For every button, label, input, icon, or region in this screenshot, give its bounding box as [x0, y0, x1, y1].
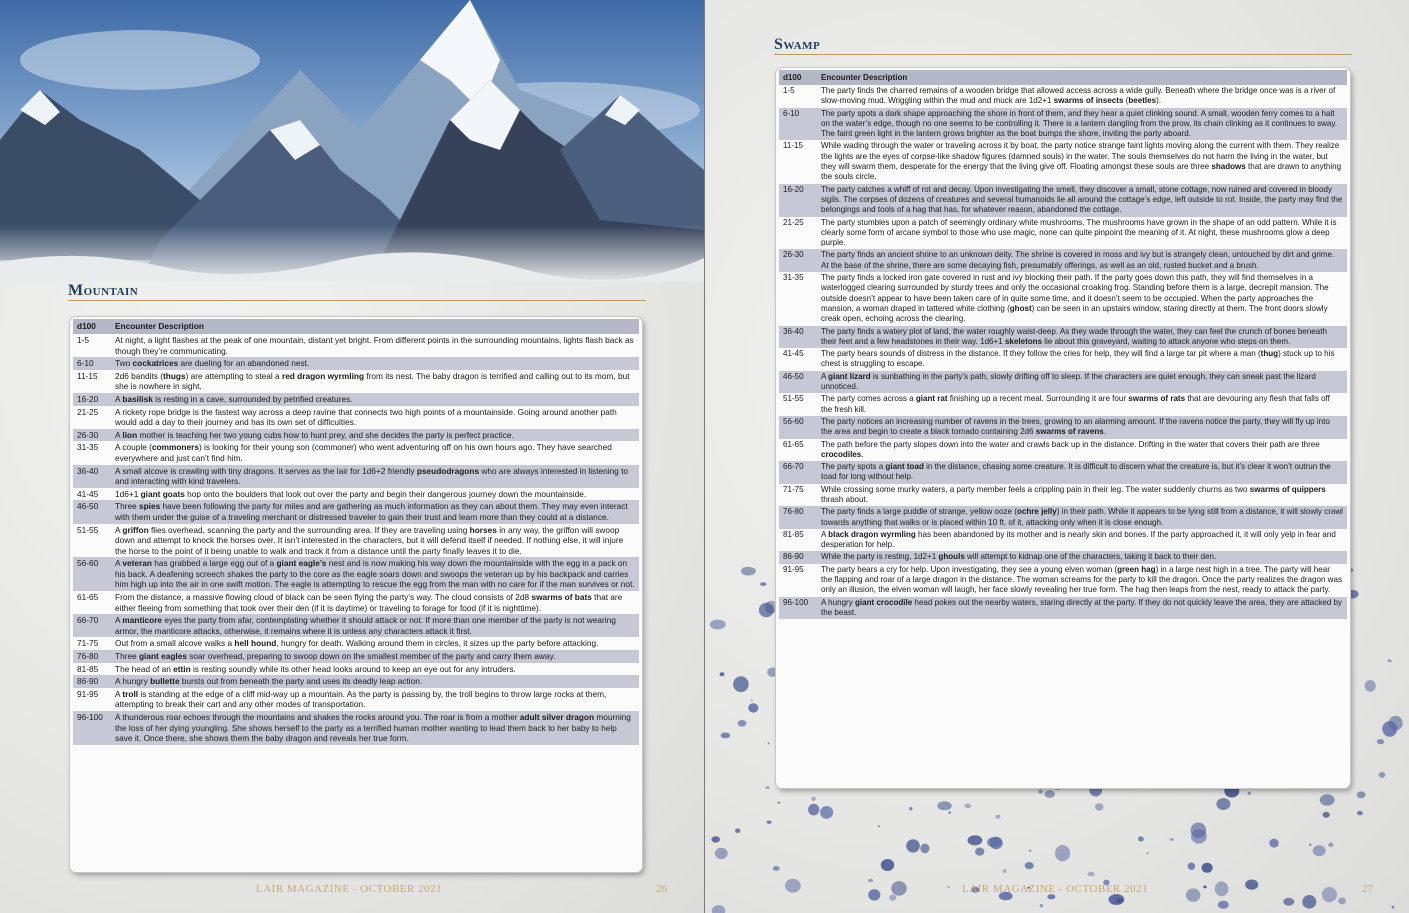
- roll-range: 81-85: [77, 663, 99, 674]
- encounter-description: Out from a small alcove walks a hell hound, hungry for death. Walking around them in circles, it sizes up the party before attacking.: [115, 638, 599, 649]
- page-number-left: 26: [656, 883, 667, 895]
- mountain-encounter-table: [73, 319, 639, 745]
- right-page: [705, 0, 1409, 913]
- roll-range: 96-100: [73, 711, 111, 745]
- roll-range: 51-55: [783, 394, 804, 404]
- table-row: [779, 484, 1347, 507]
- encounter-description: The path before the party slopes down into the water and crawls back up in the distance. Drifting in the water that covers their path are three crocodiles.: [821, 439, 1320, 459]
- page-footer-left: LAIR MAGAZINE - OCTOBER 2021: [256, 883, 443, 895]
- encounter-description: The party finds a large puddle of strange, yellow ooze (ochre jelly) in their path. While it appears to be lying still from a distance, it will slowly crawl towards anything that walks or is placed within 10 ft. of it, attacking only when it is close enough.: [817, 506, 1347, 529]
- encounter-description: A manticore eyes the party from afar, contemplating whether it should attack or not. If more than one member of the party is not wearing armor, the manticore attacks, otherwise, it remains where it is unless any characters attack it first.: [111, 614, 639, 637]
- table-row: [779, 393, 1347, 416]
- table-row: [779, 348, 1347, 371]
- roll-range: 66-70: [779, 461, 817, 484]
- title-rule: [68, 300, 646, 301]
- encounter-description: A black dragon wyrmling has been abandoned by its mother and is nearly skin and bones. If the party approached it, it will only yelp in fear and desperation for help.: [821, 529, 1336, 550]
- table-row: [73, 614, 639, 637]
- roll-range: 76-80: [779, 506, 817, 529]
- encounter-description: A troll is standing at the edge of a cliff mid-way up a mountain. As the party is passing by, the troll begins to throw large rocks at them, attempting to break their cart and any other modes of transportation.: [115, 688, 607, 710]
- encounter-description: 2d6 bandits (thugs) are attempting to steal a red dragon wyrmling from its nest. The baby dragon is terrified and calling out to its mom, but she is nowhere in sight.: [115, 370, 630, 392]
- page-number-right: 27: [1362, 883, 1373, 895]
- mountain-illustration: [0, 0, 704, 282]
- table-row: [73, 393, 639, 406]
- table-header-row: [73, 319, 639, 334]
- encounter-description: A basilisk is resting in a cave, surrounded by petrified creatures.: [111, 393, 639, 406]
- roll-range: 16-20: [779, 184, 817, 217]
- roll-range: 6-10: [73, 357, 111, 370]
- table-row: [73, 688, 639, 711]
- encounter-description: While the party is resting, 1d2+1 ghouls will attempt to kidnap one of the characters, taking it back to their den.: [817, 551, 1347, 563]
- roll-range: 71-75: [77, 638, 99, 649]
- table-row: [73, 524, 639, 558]
- encounter-description: The party finds the charred remains of a wooden bridge that allowed access across a wide gully. Beneath where the bridge once was is a river of slow-moving mud. Wriggling within the mud and muck are 1d2+1 swarms of insects (beetles).: [821, 86, 1336, 106]
- section-title-mountain: Mountain: [68, 282, 139, 299]
- table-row: [779, 529, 1347, 552]
- header-d100: d100: [73, 319, 111, 334]
- encounter-description: Three giant eagles soar overhead, preparing to swoop down on the smallest member of the party and carry them away.: [111, 650, 639, 663]
- encounter-description: A griffon flies overhead, scanning the party and the surrounding area. If they are traveling using horses in any way, the griffon will swoop down and attempt to knock the horses over. It isn’t interested in the characters, but it will defend itself if needed. If nothing else, it will injure the horse to the point of it being unable to walk and track it from a distance until the party finally leaves it to die.: [115, 524, 624, 556]
- encounter-description: A thunderous roar echoes through the mountains and shakes the rocks around you. The roar is from a mother adult silver dragon mourning the loss of her dying youngling. She shows herself to the party as a terrified human mother wanting to lead them back to her baby to help save it. Once there, she shows them the baby dragon and reveals her true form.: [111, 711, 639, 745]
- table-row: [73, 488, 639, 501]
- table-row: [73, 441, 639, 464]
- page-footer-right: LAIR MAGAZINE - OCTOBER 2021: [962, 883, 1149, 895]
- encounter-description: The party notices an increasing number of ravens in the trees, growing to an alarming amount. If the ravens notice the party, they will fly up into the area and begin to create a black tornado containing 2d6 swarms of ravens.: [817, 416, 1347, 439]
- table-row: [779, 551, 1347, 563]
- table-row: [779, 272, 1347, 325]
- mountain-encounter-table-card: [70, 317, 642, 872]
- encounter-description: A rickety rope bridge is the fastest way across a deep ravine that connects two high points of a mountainside. Going around another path would add a day to their journey and has its own set of difficulties.: [115, 406, 617, 428]
- encounter-description: A small alcove is crawling with tiny dragons. It serves as the lair for 1d6+2 friendly pseudodragons who are always interested in listening to and interacting with kind travelers.: [111, 465, 639, 488]
- roll-range: 86-90: [73, 675, 111, 688]
- header-encounter-description: Encounter Description: [817, 70, 1347, 85]
- encounter-description: The party finds a locked iron gate covered in rust and ivy blocking their path. If the party goes down this path, they will find themselves in a waterlogged clearing surrounded by sturdy trees and only the occasional croaking frog. Standing before them is a large, decrepit mansion. The outside doesn’t appear to have been taken care of in quite some time, and it doesn’t seem to be occupied. When the party approaches the mansion, a woman draped in tattered white clothing (ghost) can be seen in an upstairs window, staring directly at them. The front doors slowly creak open, echoing across the clearing.: [821, 273, 1329, 324]
- header-d100: d100: [779, 70, 817, 85]
- title-rule: [774, 54, 1352, 55]
- table-row: [779, 184, 1347, 217]
- encounter-description: 1d6+1 giant goats hop onto the boulders that look out over the party and begin their dangerous journey down the mountainside.: [115, 488, 587, 499]
- encounter-description: A hungry giant crocodile head pokes out the nearby waters, staring directly at the party. If they do not quickly leave the area, they are attacked by the beast.: [817, 597, 1347, 620]
- roll-range: 56-60: [73, 557, 111, 591]
- table-row: [73, 650, 639, 663]
- encounter-description: The party spots a giant toad in the distance, chasing some creature. It is difficult to discern what the creature is, but it’s clear it won’t outrun the toad for long without help.: [817, 461, 1347, 484]
- roll-range: 46-50: [73, 500, 111, 523]
- encounter-description: Two cockatrices are dueling for an abandoned nest.: [111, 357, 639, 370]
- table-row: [73, 675, 639, 688]
- encounter-description: While crossing some murky waters, a party member feels a crippling pain in their leg. The water suddenly churns as two swarms of quippers thrash about.: [821, 484, 1326, 504]
- table-row: [779, 506, 1347, 529]
- section-title-swamp: Swamp: [774, 36, 821, 53]
- table-row: [73, 637, 639, 650]
- table-row: [73, 370, 639, 393]
- roll-range: 91-95: [783, 564, 804, 574]
- table-row: [73, 711, 639, 745]
- roll-range: 6-10: [779, 108, 817, 141]
- encounter-description: The party hears sounds of distress in the distance. If they follow the cries for help, they will find a large tar pit where a man (thug) stuck up to his chest is struggling to escape.: [821, 349, 1335, 369]
- roll-range: 1-5: [783, 86, 795, 95]
- table-row: [779, 597, 1347, 620]
- roll-range: 96-100: [779, 597, 817, 620]
- roll-range: 51-55: [77, 524, 99, 535]
- roll-range: 86-90: [779, 551, 817, 563]
- encounter-description: A hungry bullette bursts out from beneath the party and uses its deadly leap action.: [111, 675, 639, 688]
- encounter-description: At night, a light flashes at the peak of one mountain, distant yet bright. From different points in the surrounding mountains, lights flash back as though they’re communicating.: [115, 335, 634, 356]
- roll-range: 81-85: [783, 529, 804, 539]
- roll-range: 21-25: [77, 406, 99, 417]
- encounter-description: A lion mother is teaching her two young cubs how to hunt prey, and she decides the party is perfect practice.: [111, 429, 639, 442]
- roll-range: 41-45: [77, 488, 99, 499]
- encounter-description: The party finds a watery plot of land, the water roughly waist-deep. As they wade through the water, they can feel the crunch of bones beneath their feet and a few headstones in their way. 1d6+1 skeletons lie about this graveyard, waiting to attack anyone who steps on them.: [817, 326, 1347, 349]
- roll-range: 41-45: [783, 349, 804, 359]
- roll-range: 11-15: [77, 370, 98, 381]
- table-row: [779, 461, 1347, 484]
- table-row: [73, 663, 639, 676]
- roll-range: 91-95: [77, 688, 99, 699]
- table-row: [73, 591, 639, 614]
- encounter-description: Three spies have been following the party for miles and are gathering as much information as they can about them. They may even interact with them under the guise of a traveling merchant or distressed traveler to gain their trust and learn more than they could at a distance.: [111, 500, 639, 523]
- roll-range: 61-65: [77, 592, 99, 603]
- roll-range: 36-40: [73, 465, 111, 488]
- encounter-description: A couple (commoners) is looking for their young son (commoner) who went adventuring off on his own hours ago. They have searched everywhere and just can’t find him.: [115, 442, 612, 463]
- roll-range: 56-60: [779, 416, 817, 439]
- roll-range: 61-65: [783, 439, 804, 449]
- table-row: [73, 357, 639, 370]
- encounter-description: The head of an ettin is resting soundly while its other head looks around to keep an eye out for any intruders.: [115, 663, 516, 674]
- table-row: [73, 557, 639, 591]
- table-row: [779, 326, 1347, 349]
- roll-range: 16-20: [73, 393, 111, 406]
- header-encounter-description: Encounter Description: [111, 319, 639, 334]
- table-row: [779, 564, 1347, 597]
- table-row: [779, 439, 1347, 462]
- roll-range: 1-5: [77, 335, 89, 345]
- roll-range: 66-70: [73, 614, 111, 637]
- encounter-description: From the distance, a massive flowing cloud of black can be seen flying the party’s way. The cloud consists of 2d8 swarms of bats that are either fleeing from something that took over their den (if it is daytime) or traveling to forage for food (if it is nighttime).: [115, 592, 623, 613]
- table-row: [779, 371, 1347, 394]
- roll-range: 26-30: [73, 429, 111, 442]
- encounter-description: The party hears a cry for help. Upon investigating, they see a young elven woman (green hag) in a large nest high in a tree. The party will hear the flapping and roar of a large dragon in the distance. The woman screams for the party to kill the dragon. Once the party realizes the dragon was only an illusion, the elven woman will laugh, her face slowly revealing her true form. The hag then leaps from the nest, ready to attack the party.: [821, 564, 1342, 595]
- roll-range: 46-50: [779, 371, 817, 394]
- encounter-description: While wading through the water or traveling across it by boat, the party notice strange faint lights moving along the current with them. They realize the lights are the eyes of corpse-like shadow figures (damned souls) in the water. The souls themselves do not harm the living in the water, but they will swarm them, desperate for the energy that the living give off. Floating amongst these souls are three shadows that are drawn to anything the souls circle.: [821, 141, 1342, 182]
- table-row: [73, 429, 639, 442]
- roll-range: 11-15: [783, 141, 803, 151]
- encounter-description: A veteran has grabbed a large egg out of a giant eagle’s nest and is now making his way down the mountainside with the egg in a pack on his back. A deafening screech shakes the party to the core as the eagle soars down and swoops the veteran up by his backpack and carries him high up into the air in one swift motion. The eagle is attempting to rescue the egg from the man with no care for if the man survives or not.: [111, 557, 639, 591]
- roll-range: 76-80: [73, 650, 111, 663]
- swamp-encounter-table-card: [776, 68, 1350, 788]
- encounter-description: The party stumbles upon a patch of seemingly ordinary white mushrooms. The mushrooms have grown in the shape of an odd pattern. While it is clearly some form of arcane symbol to those who use magic, none can quite pinpoint the meaning of it. At night, these mushrooms glow a deep purple.: [821, 217, 1337, 248]
- roll-range: 26-30: [779, 249, 817, 272]
- roll-range: 31-35: [77, 442, 99, 453]
- encounter-description: The party comes across a giant rat finishing up a recent meal. Surrounding it are four swarms of rats that are devouring any flesh that falls off the fresh kill.: [821, 394, 1330, 414]
- roll-range: 21-25: [783, 217, 804, 227]
- table-row: [779, 85, 1347, 108]
- encounter-description: The party catches a whiff of rot and decay. Upon investigating the smell, they discover a small, stone cottage, now ruined and covered in bloody sigils. The corpses of dozens of creatures and several humanoids lie all around the cottage’s edge, left outside to rot. Inside, the party may find the belongings and tools of a hag that has, for whatever reason, abandoned the cottage.: [817, 184, 1347, 217]
- table-row: [779, 249, 1347, 272]
- left-page: [0, 0, 704, 913]
- encounter-description: The party finds an ancient shrine to an unknown deity. The shrine is covered in moss and ivy but is strangely clean, untouched by dirt and grime. At the base of the shrine, there are some decaying fish, presumably offerings, as well as an old, rusted bucket and a brush.: [817, 249, 1347, 272]
- table-row: [779, 140, 1347, 183]
- table-header-row: [779, 70, 1347, 85]
- swamp-encounter-table: [779, 70, 1347, 619]
- roll-range: 31-35: [783, 273, 804, 283]
- table-row: [73, 406, 639, 429]
- encounter-description: A giant lizard is sunbathing in the party’s path, slowly drifting off to sleep. If the characters are quiet enough, they can sneak past the lizard unnoticed.: [817, 371, 1347, 394]
- table-row: [73, 465, 639, 488]
- roll-range: 36-40: [779, 326, 817, 349]
- roll-range: 71-75: [783, 484, 804, 494]
- table-row: [779, 217, 1347, 250]
- table-row: [779, 416, 1347, 439]
- table-row: [73, 500, 639, 523]
- table-row: [779, 108, 1347, 141]
- encounter-description: The party spots a dark shape approaching the shore in front of them, and they hear a quiet clinking sound. A small, wooden ferry comes to a halt on the water’s edge, though no one seems to be controlling it. There is a lantern dangling from the prow, its chain clinking as it continues to sway. The faint green light in the lantern grows brighter as the boat bumps the shore, inviting the party aboard.: [817, 108, 1347, 141]
- table-row: [73, 334, 639, 357]
